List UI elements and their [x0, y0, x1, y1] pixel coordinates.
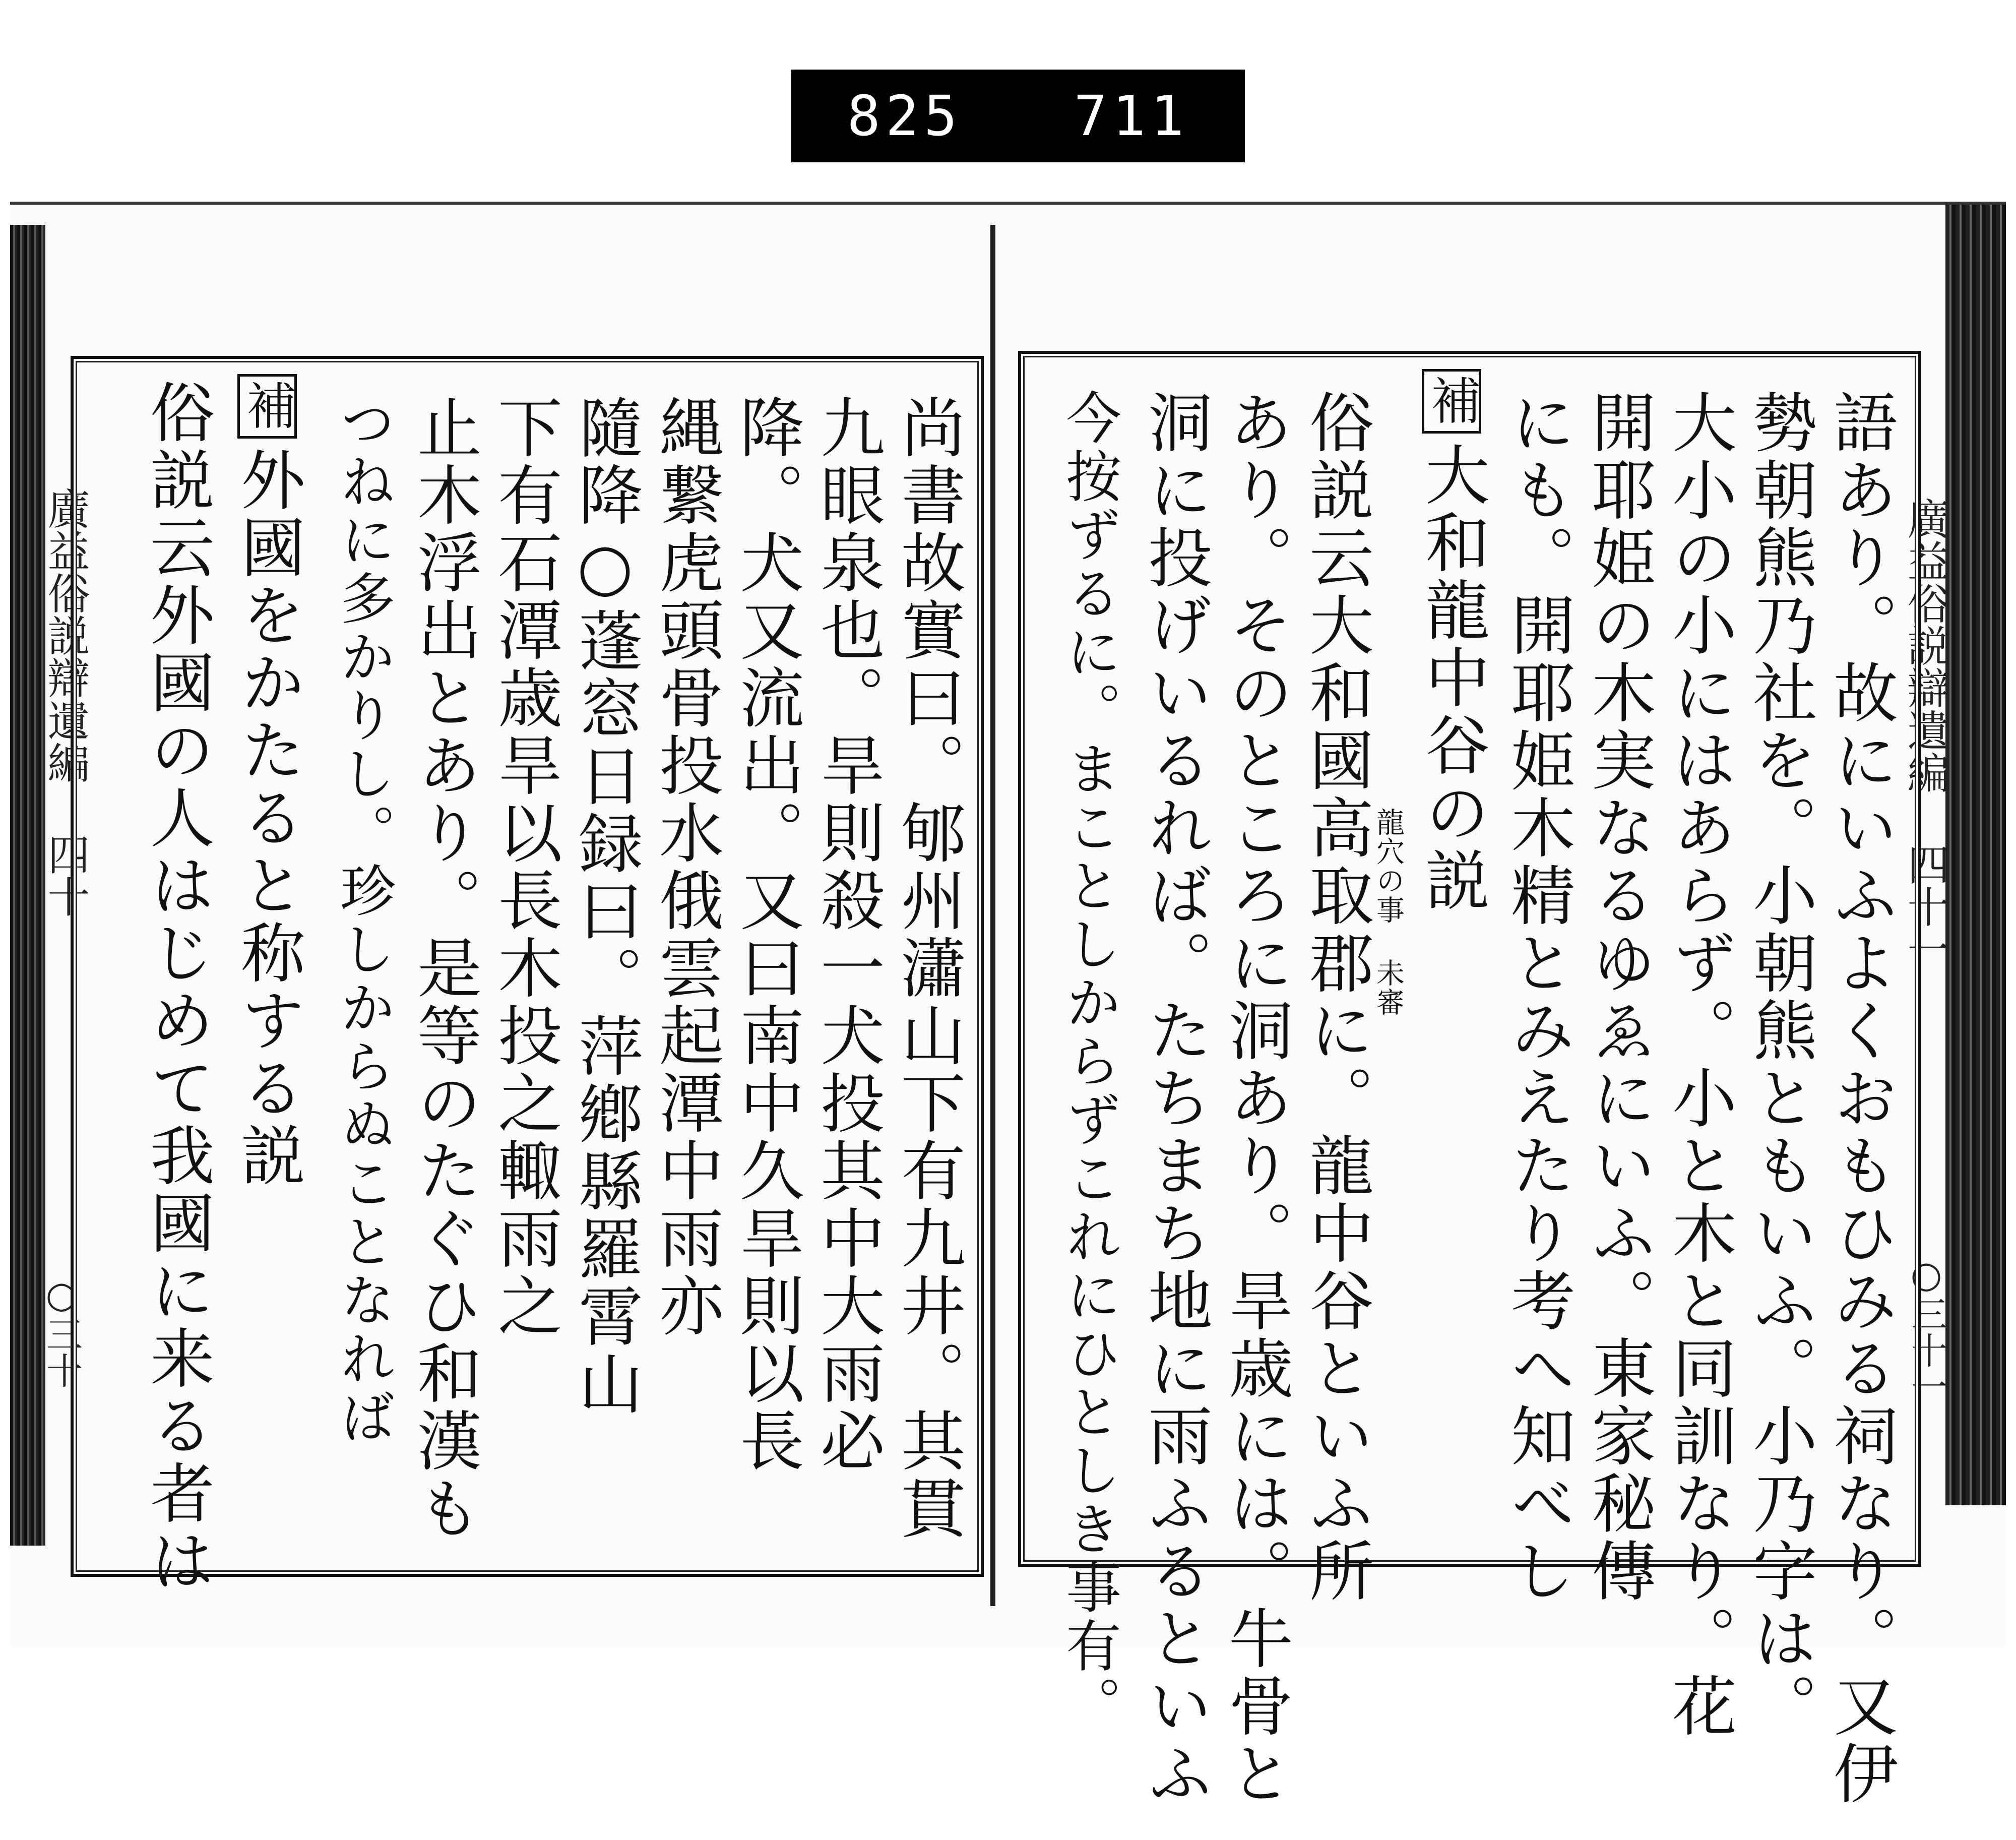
left-column-6: 下有石潭歳旱以長木投之輙雨之	[487, 394, 562, 1340]
left-column-3: 降。犬又流出。又曰南中久旱則以長	[729, 394, 804, 1475]
right-column-5: にも。開耶姫木精とみえたり考へ知べし	[1500, 389, 1575, 1605]
right-supplement-title: 大和龍中谷の説	[1414, 442, 1489, 914]
right-page-frame	[1018, 351, 1921, 1808]
right-supplement-tag: 補	[1422, 369, 1481, 434]
call-number-left: 825	[847, 84, 963, 148]
left-column-1: 尚書故實曰。郇州瀟山下有九井。其貫	[890, 394, 965, 1543]
right-running-head: 廣益俗説辯遺編 四十一	[1901, 497, 1950, 970]
right-column-3: 大小の小にはあらず。小と木と同訓なり。花	[1661, 389, 1736, 1740]
right-folio: ○三十一	[1905, 1253, 1947, 1404]
right-column-4: 開耶姫の木実なるゆゑにいふ。東家秘傳	[1581, 389, 1656, 1605]
left-column-8: つねに多かりし。珍しからぬことなれば	[331, 394, 396, 1447]
right-supplement-column-2: あり。そのところに洞あり。旱歳には。牛骨と	[1218, 389, 1293, 1808]
right-column-1: 語あり。故にいふよくおもひみる祠なり。又伊	[1822, 389, 1898, 1808]
left-supplement-tag: 補	[237, 374, 297, 439]
book-spread	[10, 202, 2006, 1808]
left-running-head: 廣益俗説辯遺編 四十	[41, 487, 90, 917]
right-supplement-heading	[1414, 369, 1489, 914]
right-supplement-column-3: 洞に投げいるれば。たちまち地に雨ふるといふ	[1137, 389, 1212, 1808]
left-supplement-column-1: 外國をかたると称する説	[230, 447, 305, 1190]
left-column-5: 隨降○蓬窓日録曰。萍鄕縣羅霄山	[568, 394, 643, 1418]
left-folio: ○三十	[40, 1273, 83, 1388]
right-supplement-column-1: 俗説云大和國高取郡に。龍中谷といふ所	[1298, 389, 1373, 1605]
call-number-right: 711	[1074, 84, 1189, 148]
call-number-label	[791, 70, 1245, 162]
left-column-7: 止木浮出とあり。是等のたぐひ和漢も	[406, 394, 481, 1543]
left-supplement-column-2: 俗説云外國の人はじめて我國に来る者は	[139, 379, 214, 1595]
left-column-4: 縄繋虎頭骨投水俄雲起潭中雨亦	[648, 394, 723, 1340]
right-supplement-column-4: 今按ずるに。まことしからずこれにひとしき事有。	[1057, 389, 1121, 1734]
left-column-2: 九眼泉也。旱則殺一犬投其中大雨必	[809, 394, 885, 1475]
book-gutter	[990, 225, 995, 1606]
left-page-frame	[71, 356, 984, 1595]
right-column-2: 勢朝熊乃社を。小朝熊ともいふ。小乃字は。	[1742, 389, 1817, 1740]
left-supplement-heading	[230, 374, 305, 1190]
right-supplement-note: 龍穴の事 未審	[1372, 808, 1405, 1017]
